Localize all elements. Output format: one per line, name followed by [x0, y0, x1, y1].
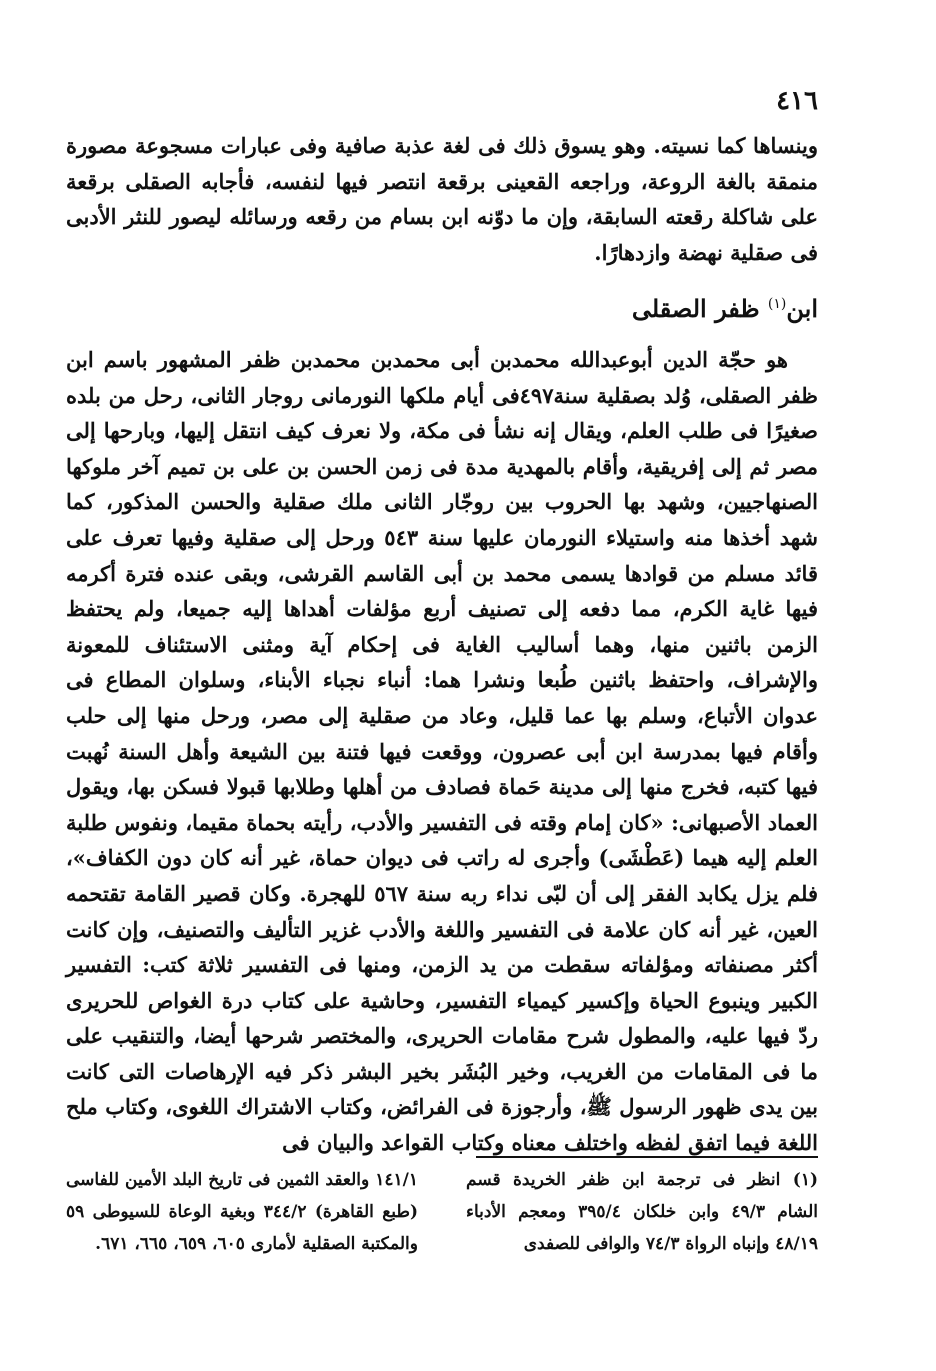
footnotes — [66, 1164, 818, 1260]
page-number: ٤١٦ — [776, 86, 818, 116]
biography-text: هو حجّة الدين أبوعبدالله محمدبن أبى محمدبن محمدبن ظفر المشهور باسم ابن ظفر الصقلى، وُلد بصقلية سنة٤٩٧فى أيام ملكها النورمانى روجار الثانى، رحل من بلده صغيرًا فى طلب العلم، ويقال إنه نشأ فى مكة، ولا نعرف كيف انتقل إليها، وبارحها إلى مصر ثم إلى إفريقية، وأقام بالمهدية مدة فى زمن الحسن بن على بن تميم آخر ملوكها الصنهاجيين، وشهد بها الحروب بين روجّار الثانى ملك صقلية والحسن المذكور، كما شهد أخذها منه واستيلاء النورمان عليها سنة ٥٤٣ ورحل إلى صقلية وفيها تعرف على قائد مسلم من قوادها يسمى محمد بن أبى القاسم القرشى، وبقى عنده فترة أكرمه فيها غاية الكرم، مما دفعه إلى تصنيف أربع مؤلفات أهداها إليه جميعا، ولم يحتفظ الزمن باثنين منها، وهما أساليب الغاية فى إحكام آية ومثنى الاستئناف للمعونة والإشراف، واحتفظ باثنين طُبعا ونشرا هما: أنباء نجباء الأبناء، وسلوان المطاع فى عدوان الأتباع، وسلم بها عما قليل، وعاد من صقلية إلى مصر، ورحل منها إلى حلب وأقام فيها بمدرسة ابن أبى عصرون، ووقعت فيها فتنة بين الشيعة وأهل السنة نُهبت فيها كتبه، فخرج منها إلى مدينة حَماة فصادف من أهلها وطلابها قبولا فسكن بها، ويقول العماد الأصبهانى: «كان إمام وقته فى التفسير والأدب، رأيته بحماة مقيما، ونفوس طلبة العلم إليه هيما (عَطْشَى) وأجرى له راتب فى ديوان حماة، غير أنه كان دون الكفاف»، فلم يزل يكابد الفقر إلى أن لبّى نداء ربه سنة ٥٦٧ للهجرة. وكان قصير القامة تقتحمه العين، غير أنه كان علامة فى التفسير واللغة والأدب غزير التأليف والتصنيف، وإن كانت أكثر مصنفاته ومؤلفاته سقطت من يد الزمن، ومنها فى التفسير ثلاثة كتب: التفسير الكبير وينبوع الحياة وإكسير كيمياء التفسير، وحاشية على كتاب درة الغواص للحريرى ردّ فيها عليه، والمطول شرح مقامات الحريرى، والمختصر شرحها أيضا، والتنقيب على ما فى المقامات من الغريب، وخير البُشَر بخير البشر ذكر فيه الإرهاصات التى كانت بين يدى ظهور الرسول ﷺ، وأرجوزة فى الفرائض، وكتاب الاشتراك اللغوى، وكتاب ملح اللغة فيما اتفق لفظه واختلف معناه وكتاب القواعد والبيان فى — [66, 347, 819, 1156]
biography-paragraph — [66, 342, 818, 1161]
intro-paragraph: وينساها كما نسيته. وهو يسوق ذلك فى لغة عذبة صافية وفى عبارات مسجوعة مصورة منمقة بالغة الروعة، وراجعه القعينى برقعة انتصر فيها لنفسه، فأجابه الصقلى برقعة على شاكلة رقعته السابقة، وإن ما دوّنه ابن بسام من رقعه ورسائله ليصور للنثر الأدبى فى صقلية نهضة وازدهارًا. — [66, 133, 818, 265]
section-heading — [632, 292, 818, 326]
footnote-left-column: ١٤١/١ والعقد الثمين فى تاريخ البلد الأمين للفاسى (طبع القاهرة) ٣٤٤/٢ وبغية الوعاة للسيوطى ٥٩ والمكتبة الصقلية لأمارى ٦٠٥، ٦٥٩، ٦٦٥، ٦٧١. — [66, 1170, 418, 1254]
section-heading-prefix: ابن — [786, 294, 818, 323]
footnote-separator — [476, 1156, 818, 1158]
footnote-right-column: (١) انظر فى ترجمة ابن ظفر الخريدة قسم الشام ٤٩/٣ وابن خلكان ٣٩٥/٤ ومعجم الأدباء ٤٨/١٩ وإنباه الرواة ٧٤/٣ والوافى للصفدى — [466, 1170, 818, 1254]
section-heading-title: ظفر الصقلى — [631, 294, 768, 323]
footnote-reference-mark[interactable]: (١) — [767, 296, 787, 312]
